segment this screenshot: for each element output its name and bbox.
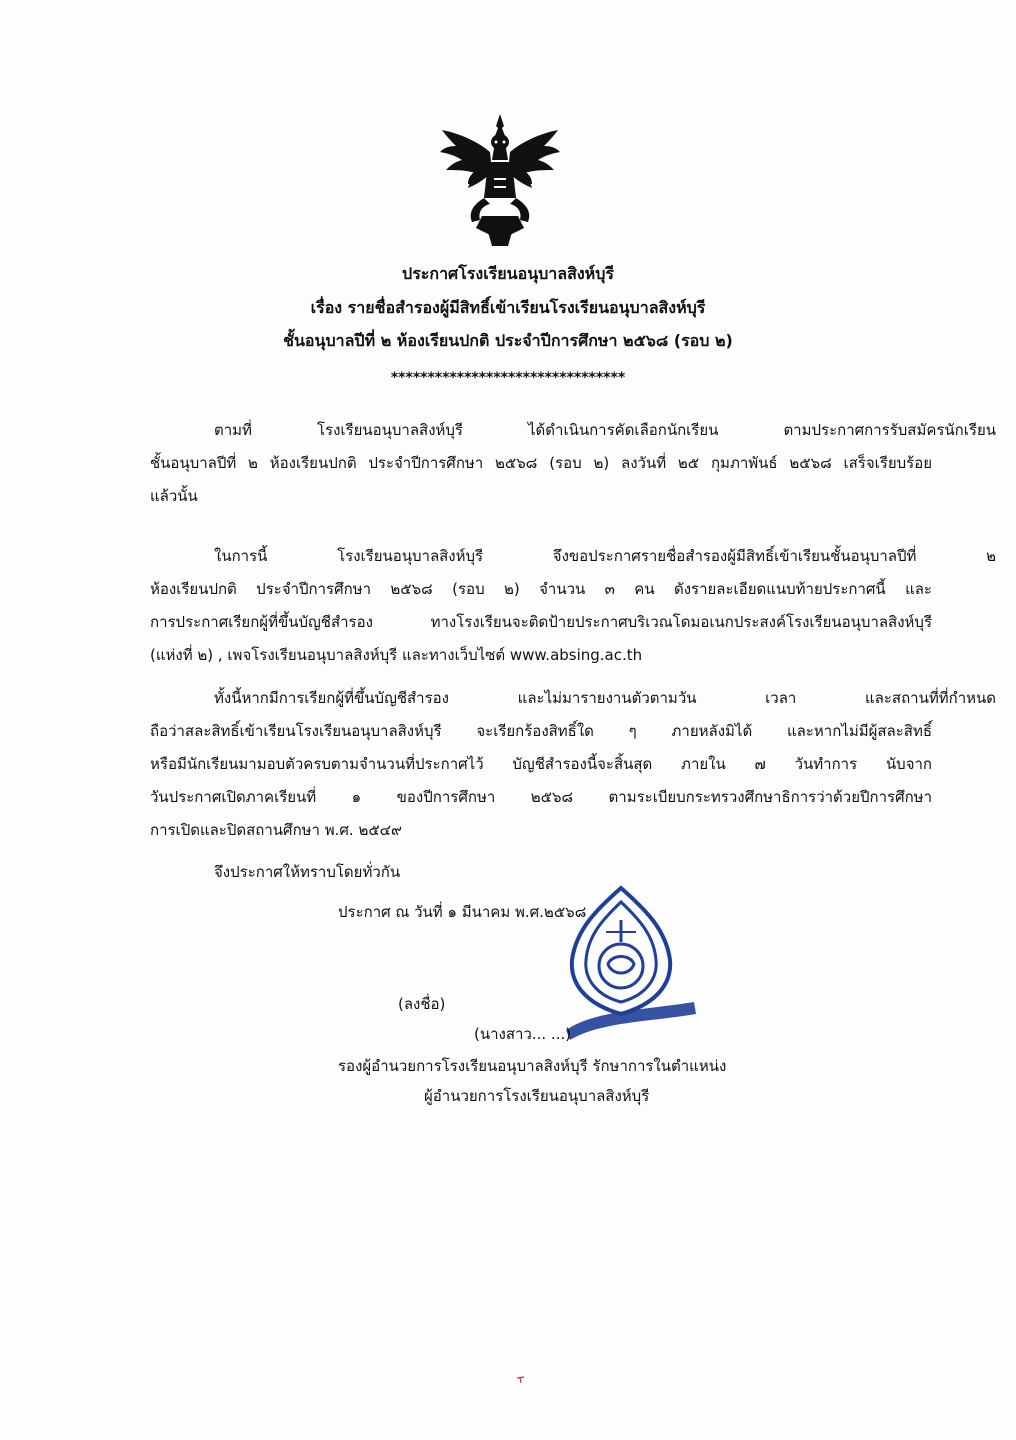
closing-line: จึงประกาศให้ทราบโดยทั่วกัน	[214, 863, 401, 881]
signatory-position: รองผู้อำนวยการโรงเรียนอนุบาลสิงห์บุรี รักษาการในตำแหน่ง	[338, 1057, 727, 1075]
separator: ********************************	[390, 370, 626, 386]
paragraph-line: (แห่งที่ ๒) , เพจโรงเรียนอนุบาลสิงห์บุรี และทางเว็บไซต์ www.absing.ac.th	[150, 646, 643, 664]
paragraph-line: ตามที่ โรงเรียนอนุบาลสิงห์บุรี ได้ดำเนินการคัดเลือกนักเรียน ตามประกาศการรับสมัครนักเรียน	[214, 421, 996, 439]
paragraph-line: วันประกาศเปิดภาคเรียนที่ ๑ ของปีการศึกษา ๒๕๖๘ ตามระเบียบกระทรวงศึกษาธิการว่าด้วยปีการศึกษา	[150, 788, 932, 806]
paragraph-line: ในการนี้ โรงเรียนอนุบาลสิงห์บุรี จึงขอประกาศรายชื่อสำรองผู้มีสิทธิ์เข้าเรียนชั้นอนุบาลปีที่ ๒	[214, 547, 996, 565]
paragraph-line: ชั้นอนุบาลปีที่ ๒ ห้องเรียนปกติ ประจำปีการศึกษา ๒๕๖๘ (รอบ ๒) ลงวันที่ ๒๕ กุมภาพันธ์ ๒๕๖๘ เสร็จเรียบร้อย	[150, 454, 932, 472]
announcement-date: ประกาศ ณ วันที่ ๑ มีนาคม พ.ศ.๒๕๖๘	[338, 903, 587, 921]
announcement-subject-detail: ชั้นอนุบาลปีที่ ๒ ห้องเรียนปกติ ประจำปีการศึกษา ๒๕๖๘ (รอบ ๒)	[283, 331, 733, 350]
paragraph-line: ถือว่าสละสิทธิ์เข้าเรียนโรงเรียนอนุบาลสิงห์บุรี จะเรียกร้องสิทธิ์ใด ๆ ภายหลังมิได้ และหากไม่มีผู้สละสิทธิ์	[150, 722, 932, 740]
announcement-title: ประกาศโรงเรียนอนุบาลสิงห์บุรี	[402, 264, 614, 283]
paragraph-line: การเปิดและปิดสถานศึกษา พ.ศ. ๒๕๔๙	[150, 821, 403, 839]
school-seal-icon	[536, 880, 706, 1040]
paragraph-line: แล้วนั้น	[150, 487, 198, 505]
paragraph-line: หรือมีนักเรียนมามอบตัวครบตามจำนวนที่ประกาศไว้ บัญชีสำรองนี้จะสิ้นสุด ภายใน ๗ วันทำการ นับจาก	[150, 755, 932, 773]
paragraph-line: ทั้งนี้หากมีการเรียกผู้ที่ขึ้นบัญชีสำรอง และไม่มารายงานตัวตามวัน เวลา และสถานที่ที่กำหนด	[214, 689, 996, 707]
signature-label: (ลงชื่อ)	[398, 995, 446, 1013]
paragraph-line: ห้องเรียนปกติ ประจำปีการศึกษา ๒๕๖๘ (รอบ ๒) จำนวน ๓ คน ดังรายละเอียดแนบท้ายประกาศนี้ และ	[150, 580, 932, 598]
signatory-name: (นางสาว... ...)	[474, 1025, 572, 1043]
paragraph-line: การประกาศเรียกผู้ที่ขึ้นบัญชีสำรอง ทางโรงเรียนจะติดป้ายประกาศบริเวณโดมอเนกประสงค์โรงเรียนอนุบาลสิงห์บุรี	[150, 613, 932, 631]
red-mark-icon	[516, 1376, 526, 1384]
garuda-emblem-icon	[438, 112, 562, 252]
announcement-subject: เรื่อง รายชื่อสำรองผู้มีสิทธิ์เข้าเรียนโรงเรียนอนุบาลสิงห์บุรี	[310, 298, 706, 317]
signatory-position-2: ผู้อำนวยการโรงเรียนอนุบาลสิงห์บุรี	[424, 1087, 650, 1105]
